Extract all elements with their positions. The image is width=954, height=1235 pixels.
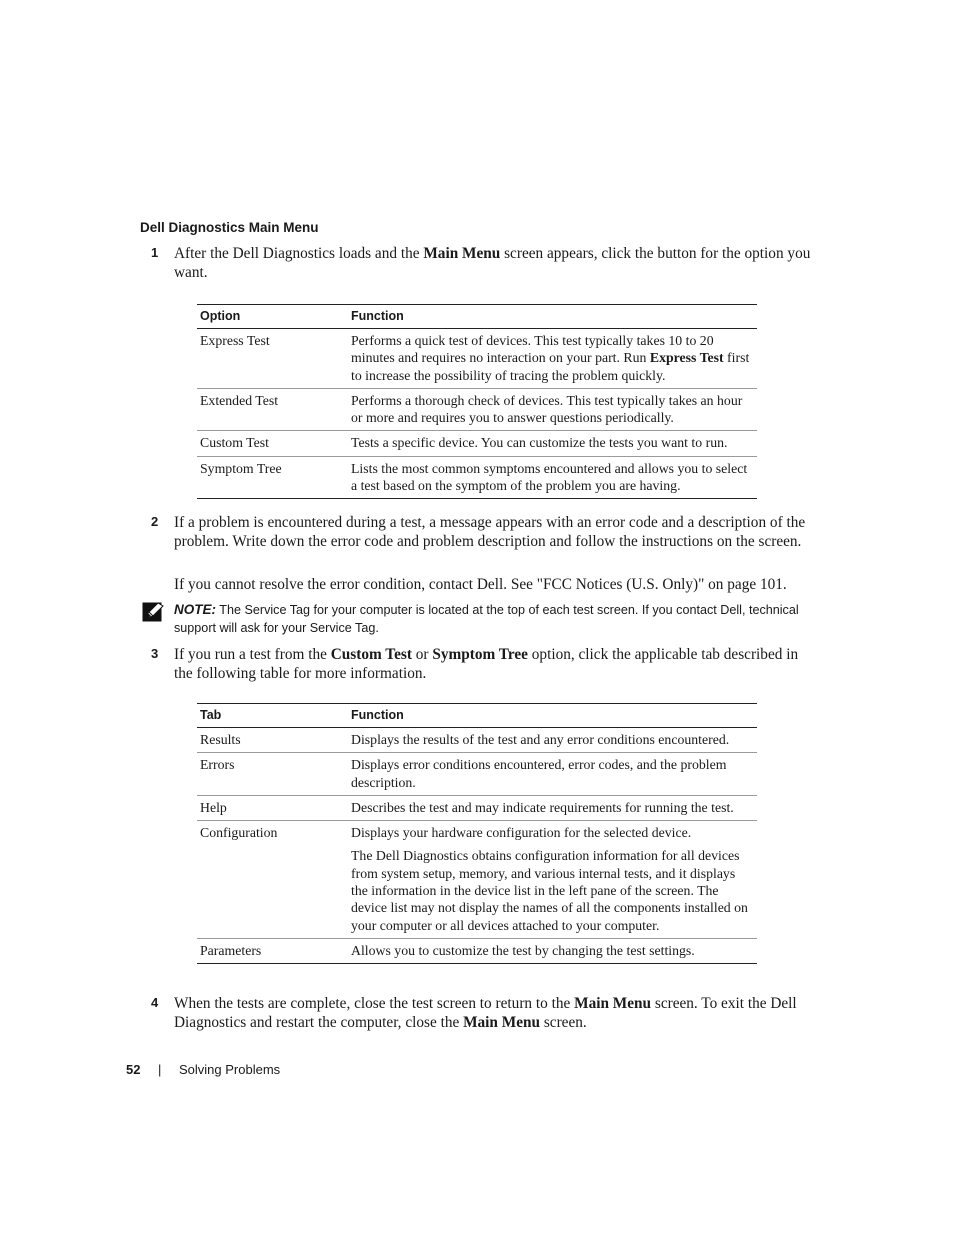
page-number: 52 bbox=[126, 1062, 141, 1077]
step-text: After the Dell Diagnostics loads and the Main Menu screen appears, click the button for the option you want. bbox=[174, 245, 811, 281]
tabs-table bbox=[197, 703, 757, 964]
table-row bbox=[197, 456, 757, 499]
options-table bbox=[197, 304, 757, 499]
column-header-tab: Tab bbox=[197, 704, 348, 728]
note-pencil-icon bbox=[142, 602, 166, 622]
function-cell: Describes the test and may indicate requirements for running the test. bbox=[348, 795, 757, 820]
step-number: 3 bbox=[151, 646, 159, 661]
table-header-row bbox=[197, 305, 757, 329]
table-header-row bbox=[197, 704, 757, 728]
column-header-function: Function bbox=[348, 305, 757, 329]
table-row bbox=[197, 728, 757, 753]
section-heading: Dell Diagnostics Main Menu bbox=[140, 220, 319, 235]
step-number: 2 bbox=[151, 514, 159, 529]
tab-cell: Configuration bbox=[197, 821, 348, 939]
function-cell: Lists the most common symptoms encountered and allows you to select a test based on the symptom of the problem you are having. bbox=[348, 456, 757, 499]
function-paragraph: The Dell Diagnostics obtains configuration information for all devices from system setup, memory, and various internal tests, and it displays the information in the device list in the left pane of the screen. The device list may not display the names of all the components installed on your computer or all devices attached to your computer. bbox=[351, 848, 748, 933]
table-row bbox=[197, 431, 757, 456]
function-cell: Performs a quick test of devices. This test typically takes 10 to 20 minutes and requires no interaction on your part. Run Express Test first to increase the possibility of tracing the problem quickly. bbox=[348, 329, 757, 389]
option-cell: Custom Test bbox=[197, 431, 348, 456]
table-row bbox=[197, 821, 757, 939]
function-cell: Performs a thorough check of devices. This test typically takes an hour or more and requires you to answer questions periodically. bbox=[348, 388, 757, 431]
function-cell: Displays error conditions encountered, error codes, and the problem description. bbox=[348, 753, 757, 796]
step-number: 1 bbox=[151, 245, 159, 260]
column-header-function: Function bbox=[348, 704, 757, 728]
function-cell: Tests a specific device. You can customize the tests you want to run. bbox=[348, 431, 757, 456]
step-number: 4 bbox=[151, 995, 159, 1010]
step-text-continued: If you cannot resolve the error condition, contact Dell. See "FCC Notices (U.S. Only)" on page 101. bbox=[174, 576, 787, 593]
table-row bbox=[197, 388, 757, 431]
tab-cell: Help bbox=[197, 795, 348, 820]
function-cell bbox=[348, 821, 757, 939]
column-header-option: Option bbox=[197, 305, 348, 329]
note-text: NOTE: The Service Tag for your computer is located at the top of each test screen. If you contact Dell, technical support will ask for your Service Tag. bbox=[174, 602, 799, 635]
table-row bbox=[197, 753, 757, 796]
footer-section-title: Solving Problems bbox=[179, 1062, 281, 1077]
tab-cell: Errors bbox=[197, 753, 348, 796]
tab-cell: Parameters bbox=[197, 938, 348, 963]
table-row bbox=[197, 329, 757, 389]
step-text: If you run a test from the Custom Test or Symptom Tree option, click the applicable tab described in the following table for more information. bbox=[174, 646, 799, 682]
tab-cell: Results bbox=[197, 728, 348, 753]
table-row bbox=[197, 938, 757, 963]
step-text: If a problem is encountered during a test, a message appears with an error code and a description of the problem. Write down the error code and problem description and follow the instructions on the screen. bbox=[174, 514, 806, 550]
step-text: When the tests are complete, close the test screen to return to the Main Menu screen. To exit the Dell Diagnostics and restart the computer, close the Main Menu screen. bbox=[174, 995, 797, 1031]
option-cell: Extended Test bbox=[197, 388, 348, 431]
option-cell: Symptom Tree bbox=[197, 456, 348, 499]
function-paragraph: Displays your hardware configuration for the selected device. bbox=[351, 825, 692, 841]
function-cell: Allows you to customize the test by changing the test settings. bbox=[348, 938, 757, 963]
table-row bbox=[197, 795, 757, 820]
footer-separator: | bbox=[158, 1062, 162, 1077]
function-cell: Displays the results of the test and any error conditions encountered. bbox=[348, 728, 757, 753]
option-cell: Express Test bbox=[197, 329, 348, 389]
